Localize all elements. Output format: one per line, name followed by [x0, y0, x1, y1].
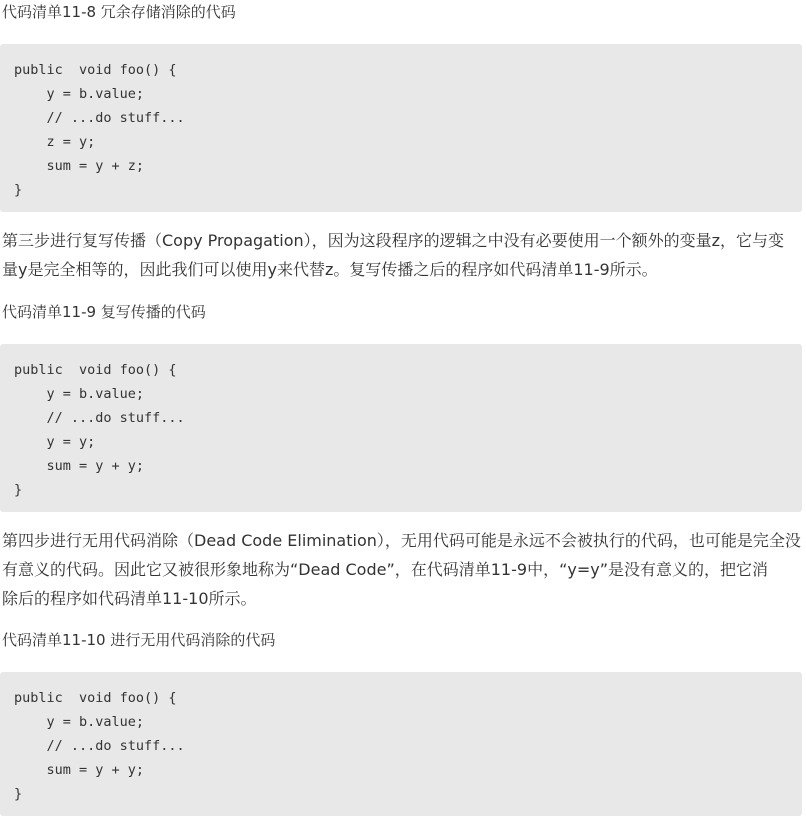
- paragraph-line: 第三步进行复写传播（Copy Propagation），因为这段程序的逻辑之中没有必要使用一个额外的变量z，它与变: [2, 231, 785, 250]
- code-listing-caption: 代码清单11-8 冗余存储消除的代码: [2, 3, 236, 21]
- paragraph-line: 除后的程序如代码清单11-10所示。: [2, 589, 257, 608]
- code-line: y = b.value;: [14, 714, 145, 730]
- paragraph-line: 有意义的代码。因此它又被很形象地称为“Dead Code”，在代码清单11-9中，“y=y”是没有意义的，把它消: [2, 560, 768, 579]
- code-line: z = y;: [14, 134, 96, 150]
- code-line: sum = y + z;: [14, 158, 145, 174]
- code-line: // ...do stuff...: [14, 738, 185, 754]
- body-paragraph: [2, 526, 804, 613]
- code-line: sum = y + y;: [14, 458, 145, 474]
- paragraph-line: 量y是完全相等的，因此我们可以使用y来代替z。复写传播之后的程序如代码清单11-9所示。: [2, 260, 658, 279]
- code-line: public void foo() {: [14, 62, 177, 78]
- code-listing-caption: 代码清单11-9 复写传播的代码: [2, 303, 206, 321]
- code-line: y = b.value;: [14, 86, 145, 102]
- code-line: y = b.value;: [14, 386, 145, 402]
- code-line: y = y;: [14, 434, 96, 450]
- code-line: }: [14, 786, 23, 802]
- code-listing-caption: 代码清单11-10 进行无用代码消除的代码: [2, 631, 276, 649]
- code-line: sum = y + y;: [14, 762, 145, 778]
- code-line: // ...do stuff...: [14, 110, 185, 126]
- code-line: // ...do stuff...: [14, 410, 185, 426]
- code-block: [0, 44, 802, 212]
- code-line: public void foo() {: [14, 690, 177, 706]
- body-paragraph: [2, 226, 804, 284]
- code-block: [0, 344, 802, 512]
- code-block: [0, 672, 802, 816]
- code-line: }: [14, 482, 23, 498]
- code-line: public void foo() {: [14, 362, 177, 378]
- paragraph-line: 第四步进行无用代码消除（Dead Code Elimination），无用代码可能是永远不会被执行的代码，也可能是完全没: [2, 531, 801, 550]
- code-line: }: [14, 182, 23, 198]
